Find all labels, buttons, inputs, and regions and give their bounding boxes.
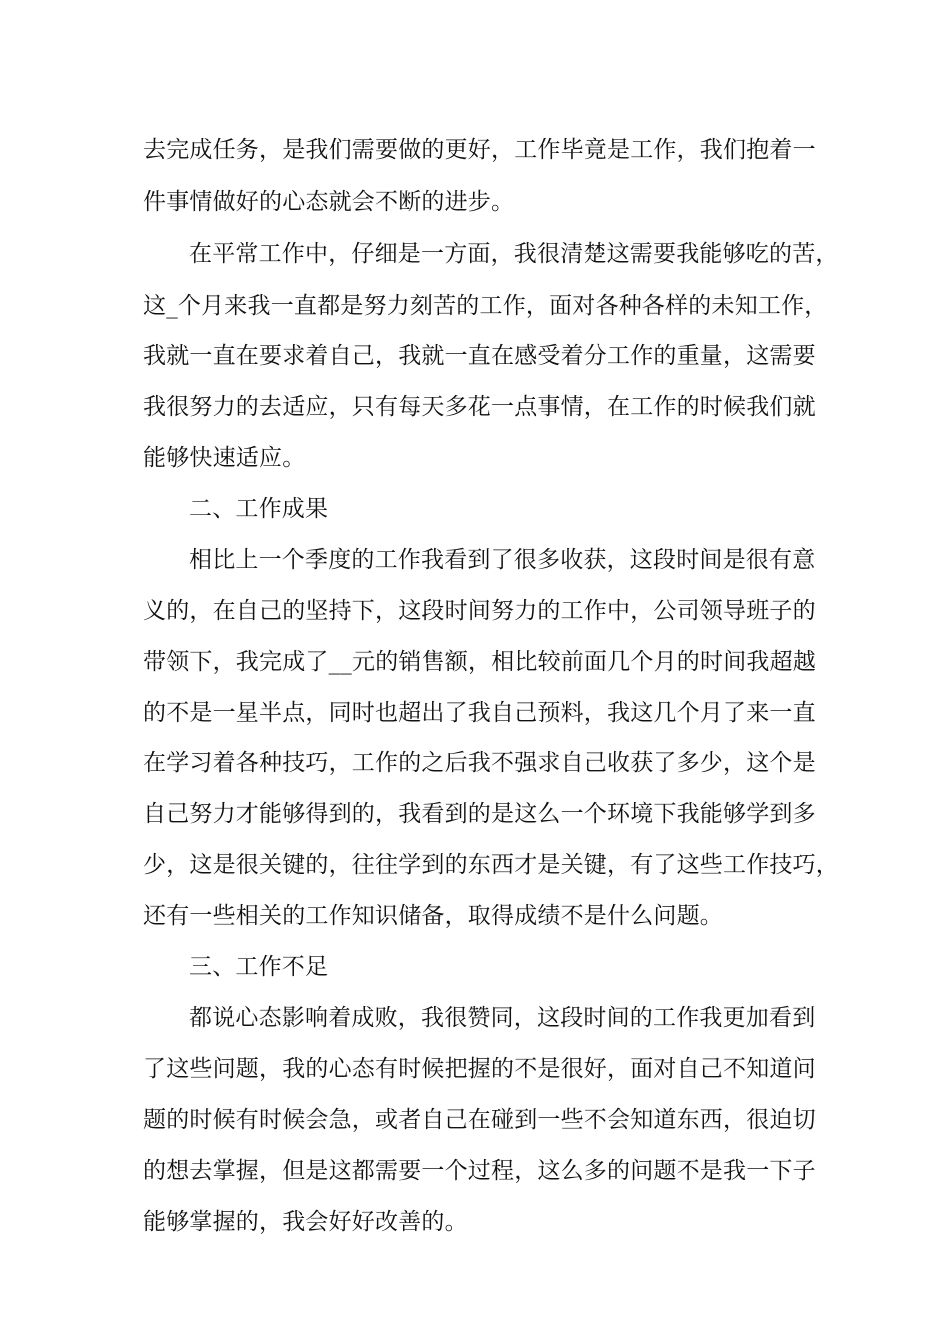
text-line: 题的时候有时候会急，或者自己在碰到一些不会知道东西，很迫切 — [143, 1107, 816, 1133]
text-line: 都说心态影响着成败，我很赞同，这段时间的工作我更加看到 — [189, 1005, 816, 1031]
text-line: 这_个月来我一直都是努力刻苦的工作，面对各种各样的未知工作， — [143, 293, 828, 319]
text-line: 的想去掌握，但是这都需要一个过程，这么多的问题不是我一下子 — [143, 1158, 816, 1184]
text-line: 的不是一星半点，同时也超出了我自己预料，我这几个月了来一直 — [143, 700, 816, 726]
text-line: 我很努力的去适应，只有每天多花一点事情，在工作的时候我们就 — [143, 394, 816, 420]
text-line: 件事情做好的心态就会不断的进步。 — [143, 189, 515, 215]
section-heading: 二、工作成果 — [189, 496, 329, 522]
text-line: 我就一直在要求着自己，我就一直在感受着分工作的重量，这需要 — [143, 343, 816, 369]
text-line: 还有一些相关的工作知识储备，取得成绩不是什么问题。 — [143, 903, 723, 929]
text-line: 能够掌握的，我会好好改善的。 — [143, 1209, 468, 1235]
text-line: 义的，在自己的坚持下，这段时间努力的工作中，公司领导班子的 — [143, 598, 816, 624]
text-line: 在学习着各种技巧，工作的之后我不强求自己收获了多少，这个是 — [143, 750, 816, 776]
text-line: 自己努力才能够得到的，我看到的是这么一个环境下我能够学到多 — [143, 801, 816, 827]
text-line: 在平常工作中，仔细是一方面，我很清楚这需要我能够吃的苦， — [189, 241, 839, 267]
section-heading: 三、工作不足 — [189, 954, 329, 980]
text-line: 去完成任务，是我们需要做的更好，工作毕竟是工作，我们抱着一 — [143, 137, 816, 163]
text-line: 少，这是很关键的，往往学到的东西才是关键，有了这些工作技巧， — [143, 852, 839, 878]
text-line: 了这些问题，我的心态有时候把握的不是很好，面对自己不知道问 — [143, 1056, 816, 1082]
text-line: 相比上一个季度的工作我看到了很多收获，这段时间是很有意 — [189, 547, 816, 573]
text-line: 能够快速适应。 — [143, 445, 306, 471]
text-line: 带领下，我完成了__元的销售额，相比较前面几个月的时间我超越 — [143, 649, 816, 675]
